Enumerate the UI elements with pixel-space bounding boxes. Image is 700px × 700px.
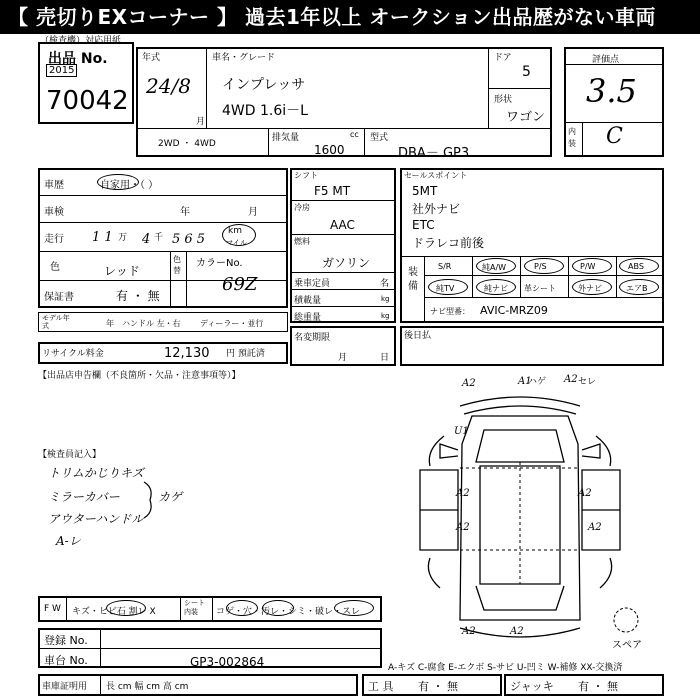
damage-mark: A2 — [588, 522, 602, 533]
equip-pw: P/W — [580, 262, 596, 271]
change-day: 日 — [380, 353, 390, 363]
chassis-value: GP3-002864 — [190, 655, 265, 669]
equip-leather: 革シート — [524, 284, 556, 293]
recycle-value: 12,130 — [164, 346, 210, 361]
equip-abs: ABS — [628, 262, 644, 271]
model-name: インプレッサ — [222, 77, 306, 93]
damage-mark: A2 — [578, 488, 592, 499]
navi-label: ナビ型番： — [430, 307, 470, 316]
type-label: 型式 — [370, 133, 389, 143]
damage-mark: A2 — [510, 626, 524, 637]
mileage-rest: 5 6 5 — [172, 232, 206, 247]
nendo-value: 24/8 — [146, 74, 191, 98]
shift-label: シフト — [294, 171, 318, 180]
load-unit: kg — [381, 295, 390, 303]
chassis-label: 車台 No. — [44, 654, 88, 667]
inspector-note-3: アウターハンドル — [48, 512, 144, 526]
fw-items: キズ・ヒビ石 割レ X — [72, 607, 156, 617]
displacement-value: 1600 — [314, 143, 345, 157]
equip-label: 装備 — [408, 267, 418, 292]
warranty-label: 保証書 — [44, 292, 74, 303]
ac-label: 冷房 — [294, 203, 310, 212]
equip-alloy: 純A/W — [482, 263, 507, 272]
sales-point-2: 社外ナビ — [412, 202, 461, 216]
mileage-sen: 4 — [142, 232, 151, 247]
dealer-label: ディーラー・並行 — [200, 319, 264, 328]
damage-mark: A2 — [564, 374, 578, 385]
door-value: 5 — [522, 64, 531, 80]
inspection-month-unit: 月 — [248, 207, 258, 218]
lot-number: 70042 — [46, 86, 129, 116]
color-label: 色 — [50, 262, 60, 273]
damage-mark: A2 — [456, 488, 470, 499]
page-title: 【 売切りEXコーナー 】 過去1年以上 オークション出品歴がない車両 — [0, 0, 700, 34]
diagram-hand-note-2: セレ — [578, 377, 597, 387]
score-label: 評価点 — [592, 55, 620, 65]
equip-sr: S/R — [438, 262, 452, 271]
fuel-label: 燃料 — [294, 237, 310, 246]
type-value: DBA－ GP3 — [398, 146, 470, 161]
inspector-note-4: A-レ — [56, 534, 81, 548]
equip-tv: 純TV — [436, 284, 455, 293]
sub-label: （検査機）対応用紙 — [40, 36, 122, 46]
jack-label: ジャッキ — [510, 680, 554, 693]
equip-airbag: エアB — [626, 284, 648, 293]
reg-label: 登録 No. — [44, 634, 88, 647]
mile-unit: マイル — [226, 239, 247, 247]
nendo-label: 年式 — [142, 53, 161, 63]
spare-label: スペア — [612, 640, 642, 651]
color-value: レッド — [104, 264, 140, 278]
shop-notes-label: 【出品店申告欄（不良箇所・欠品・注意事項等）】 — [38, 371, 241, 381]
inspector-label: 【検査員記入】 — [38, 450, 102, 460]
shape-label: 形状 — [494, 95, 513, 105]
displacement-unit: cc — [350, 130, 359, 139]
jack-value: 有 ・ 無 — [578, 680, 618, 693]
model-label: 車名・グレード — [212, 53, 276, 63]
ac-value: AAC — [330, 218, 355, 232]
change-label: 名変期限 — [294, 333, 331, 343]
fw-label: F W — [44, 604, 61, 614]
model-year-unit: 年 — [106, 319, 114, 328]
damage-mark: A2 — [462, 626, 476, 637]
damage-legend: A-キズ C-腐食 E-エクボ S-サビ U-凹ミ W-補修 XX-交換済 — [388, 663, 623, 673]
warranty-value: 有 ・ 無 — [116, 289, 160, 303]
shift-value: F5 MT — [314, 184, 351, 198]
seat-items: コゲ・穴・汚レ・シミ・破レ・スレ — [216, 607, 361, 617]
inspection-label: 車検 — [44, 207, 64, 218]
cert-label: 車庫証明用 — [42, 682, 88, 692]
lot-label: 出品 No. — [48, 51, 108, 67]
sales-label: セールスポイント — [404, 171, 468, 180]
diagram-hand-note-1: ハゲ — [528, 377, 547, 387]
sales-point-1: 5MT — [412, 184, 438, 198]
equip-ps: P/S — [534, 262, 547, 271]
navi-value: AVIC-MRZ09 — [480, 304, 548, 317]
interior-label: 内装 — [568, 127, 576, 148]
displacement-label: 排気量 — [272, 133, 300, 143]
tools-label: 工 具 — [368, 680, 394, 693]
inspection-year-unit: 年 — [180, 207, 190, 218]
color-code-label: カラーNo. — [196, 258, 243, 269]
brace-mark — [140, 480, 160, 520]
recycle-label: リサイクル料金 — [42, 349, 104, 359]
car-diagram — [400, 370, 640, 650]
damage-mark: U1 — [454, 426, 469, 437]
capacity-label: 乗車定員 — [294, 279, 331, 289]
km-unit: km — [228, 226, 242, 236]
handle-label: ハンドル 左・右 — [122, 319, 181, 328]
tools-value: 有 ・ 無 — [418, 680, 458, 693]
interior-value: C — [606, 124, 623, 149]
mileage-man: 1 1 — [92, 230, 113, 245]
cert-fields: 長 cm 幅 cm 高 cm — [106, 682, 189, 692]
weight-label: 総重量 — [294, 313, 322, 323]
recycle-unit: 円 預託済 — [226, 349, 265, 359]
history-label: 車歴 — [44, 180, 64, 191]
weight-unit: kg — [381, 312, 390, 320]
drive-text: 2WD ・ 4WD — [158, 139, 216, 149]
damage-mark: A2 — [462, 378, 476, 389]
damage-mark: A1 — [518, 376, 532, 387]
change-month: 月 — [338, 353, 348, 363]
inspector-side-note: カゲ — [158, 490, 183, 504]
equip-ext-navi: 外ナビ — [578, 284, 602, 293]
color-change-label: 色替 — [173, 255, 181, 275]
door-label: ドア — [494, 53, 512, 63]
inspector-note-2: ミラーカバー — [48, 490, 120, 504]
post-label: 後日払 — [404, 331, 432, 341]
shape-value: ワゴン — [506, 110, 546, 125]
mileage-label: 走行 — [44, 234, 64, 245]
capacity-unit: 名 — [380, 279, 390, 289]
month-unit: 月 — [196, 117, 206, 127]
year-stamp: 2015 — [46, 64, 77, 77]
score-value: 3.5 — [586, 72, 637, 110]
post-payment-box — [400, 326, 664, 366]
sen-unit: 千 — [154, 233, 164, 243]
sales-point-4: ドラレコ前後 — [412, 236, 485, 250]
sales-point-3: ETC — [412, 218, 435, 232]
man-unit: 万 — [118, 233, 128, 243]
equip-navi: 純ナビ — [484, 284, 508, 293]
model-year-label: モデル年式 — [42, 314, 70, 330]
inspector-note-1: トリムかじりキズ — [48, 466, 144, 480]
load-label: 積載量 — [294, 296, 322, 306]
damage-mark: A2 — [456, 522, 470, 533]
fuel-value: ガソリン — [322, 256, 371, 270]
color-code-value: 69Z — [222, 274, 258, 295]
seat-label: シート内装 — [184, 599, 205, 616]
spare-tire-icon — [614, 608, 638, 632]
grade: 4WD 1.6i－L — [222, 103, 308, 119]
history-value: 自家用・（ ） — [100, 180, 159, 191]
